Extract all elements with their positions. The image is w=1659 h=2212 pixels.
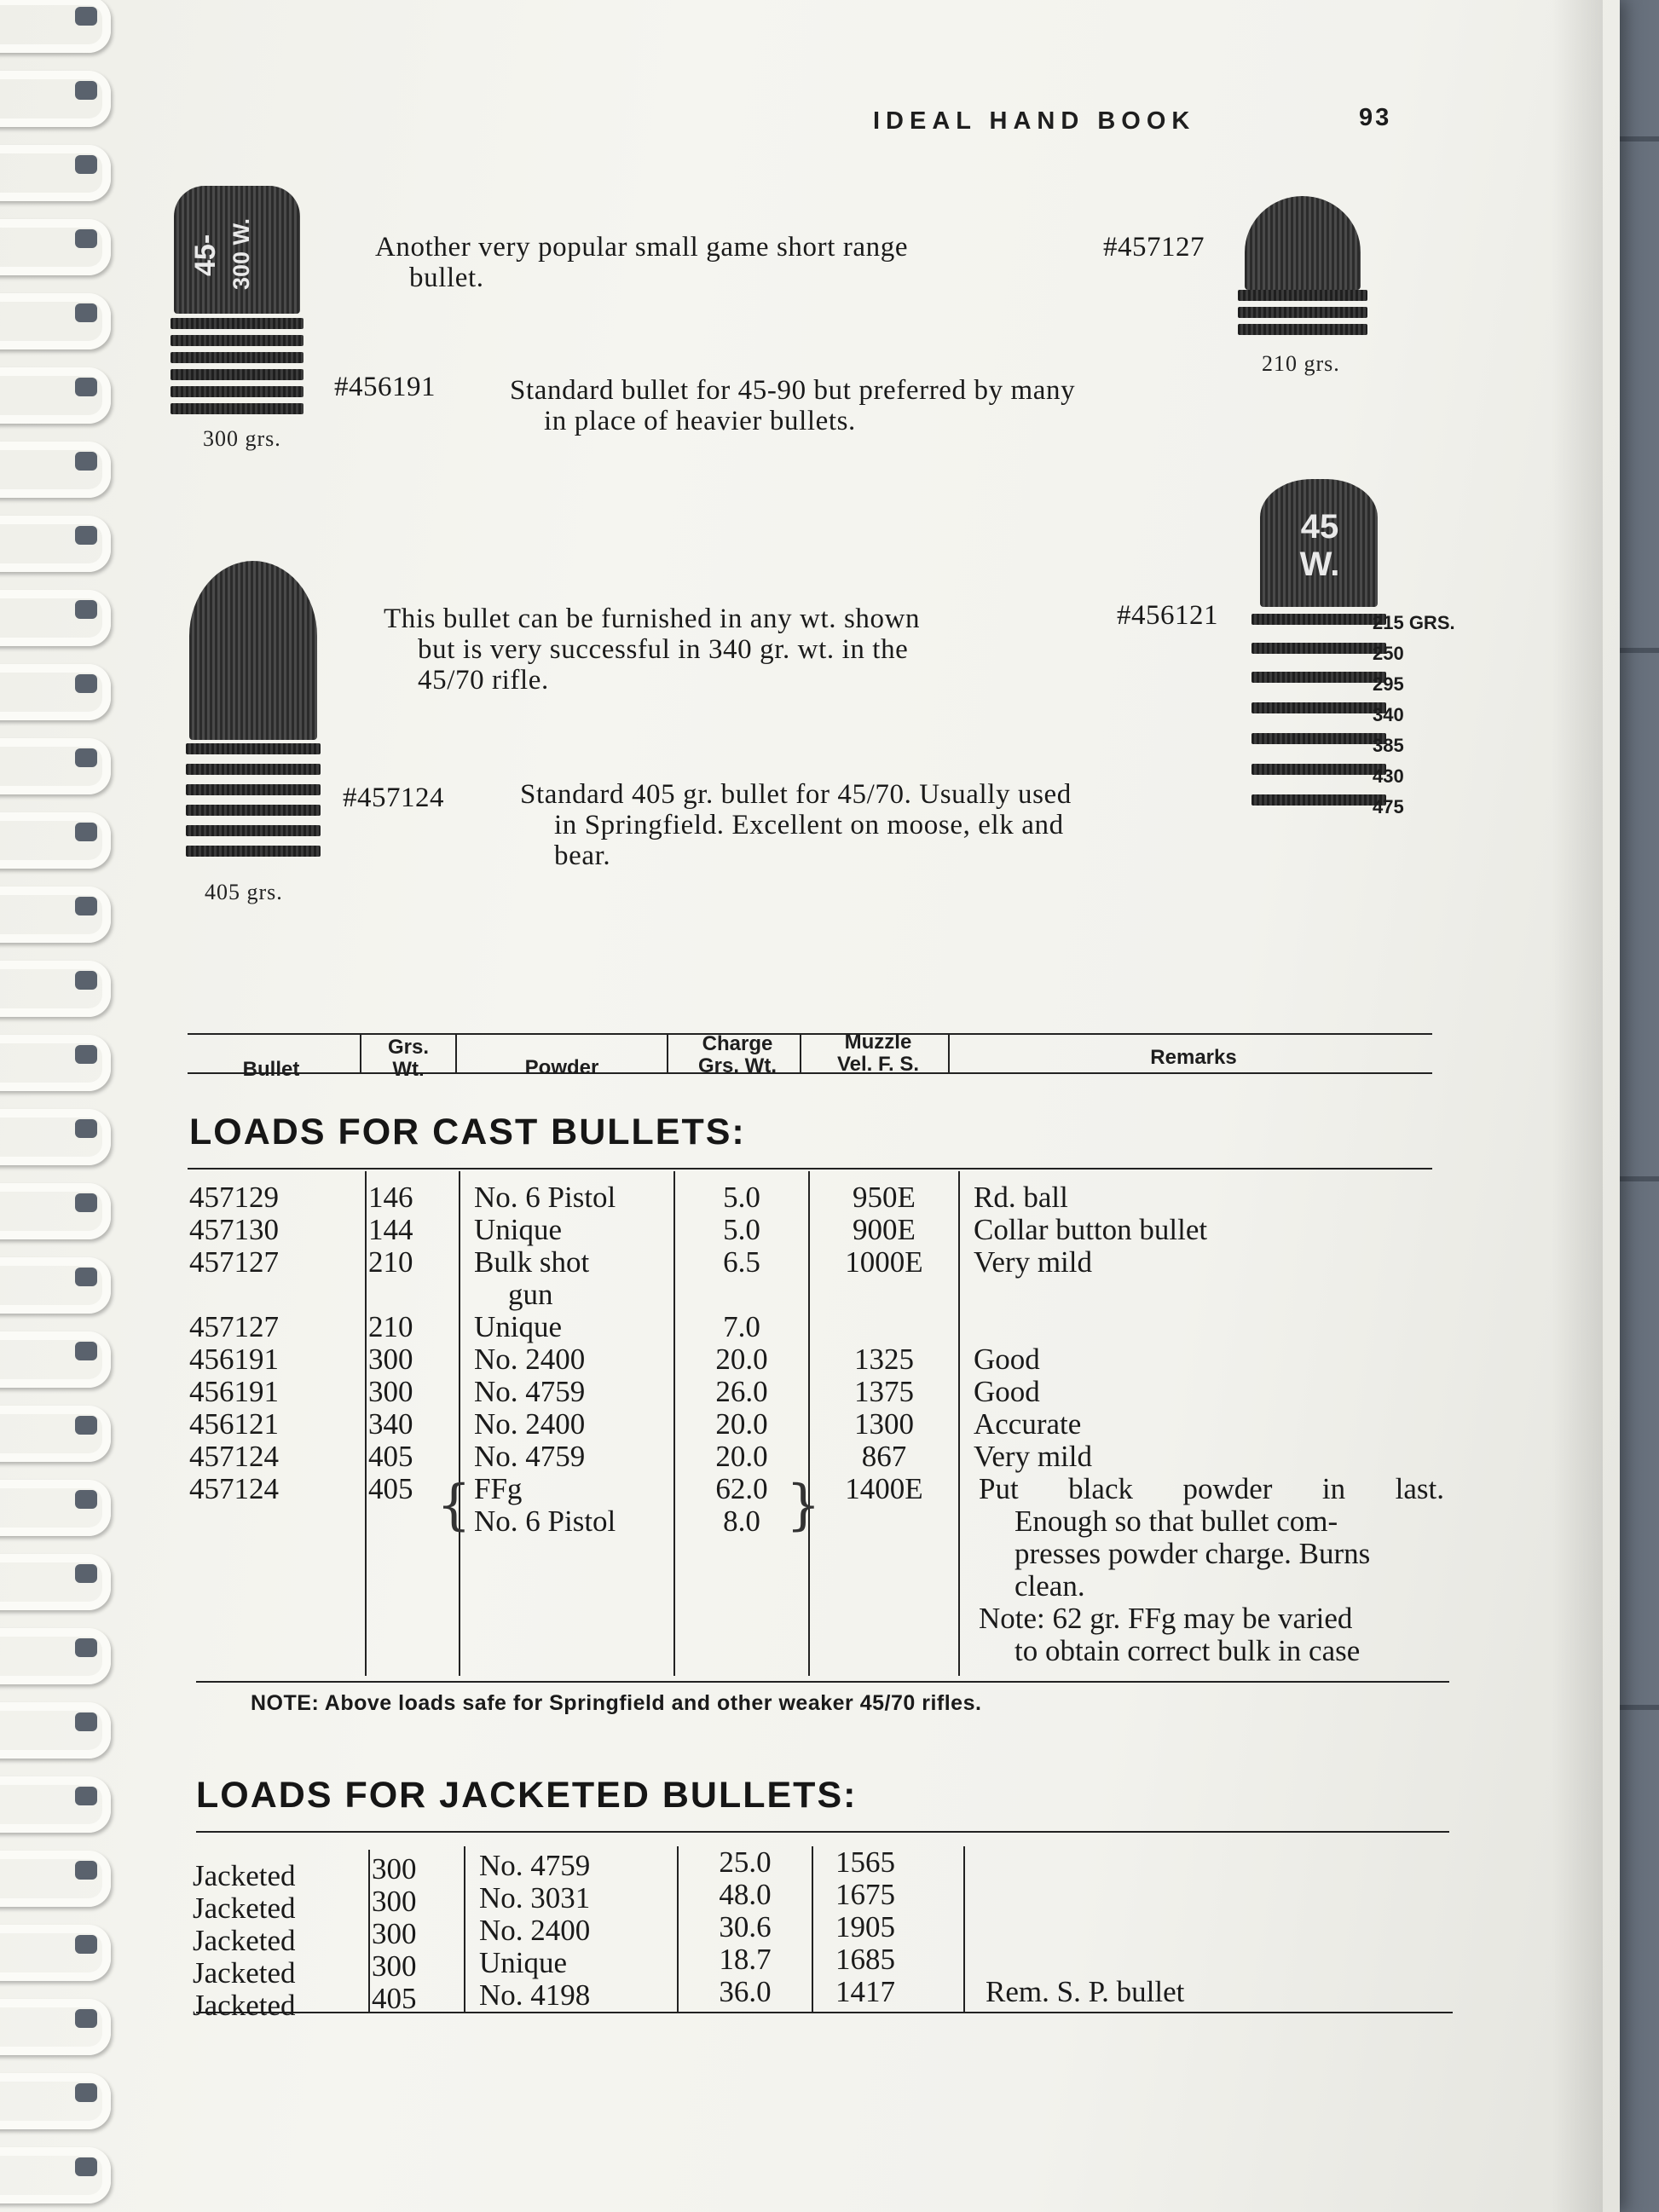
cell-bullet: Jacketed [193, 1956, 296, 1990]
description-line: bear. [554, 840, 611, 871]
binding-ring [0, 214, 109, 263]
binding-ring [0, 1994, 109, 2043]
cell-velocity: 1000E [845, 1245, 923, 1279]
cell-remarks: Rem. S. P. bullet [986, 1975, 1185, 2008]
cell-bullet: 457129 [189, 1181, 279, 1214]
column-header-line: Vel. F. S. [836, 1053, 920, 1076]
cell-remarks: Good [974, 1343, 1040, 1376]
binding-ring [0, 1697, 109, 1747]
bullet-illustration-457124 [189, 561, 317, 869]
bullet-stamp: 45 [1300, 508, 1339, 546]
binding-ring [0, 0, 109, 41]
cell-grs-wt: 146 [368, 1181, 413, 1214]
bullet-description [375, 232, 908, 293]
binding-ring [0, 2068, 109, 2117]
binding-ring [0, 66, 109, 115]
weight-tick: 385 [1373, 735, 1404, 756]
page-number: 93 [1359, 104, 1392, 131]
cell-bullet: 457124 [189, 1472, 279, 1505]
cell-grs-wt: 144 [368, 1213, 413, 1246]
cell-powder: No. 4759 [474, 1440, 586, 1473]
bullet-illustration-456121 [1260, 479, 1378, 820]
binding-ring [0, 1623, 109, 1672]
cell-remarks [979, 1473, 1444, 1667]
remarks-line: to obtain correct bulk in case [1014, 1634, 1361, 1667]
binding-ring [0, 288, 109, 338]
running-header: IDEAL HAND BOOK [873, 107, 1196, 135]
column-divider [455, 1035, 457, 1072]
cell-charge: 5.0 [723, 1213, 760, 1246]
column-header-line: Muzzle [844, 1031, 912, 1054]
weight-tick: 215 GRS. [1373, 612, 1455, 633]
cell-grs-wt: 300 [368, 1343, 413, 1376]
cell-bullet: 457127 [189, 1310, 279, 1343]
cell-charge: 20.0 [715, 1407, 768, 1441]
bullet-id: #457124 [343, 783, 444, 813]
cell-grs-wt: 210 [368, 1310, 413, 1343]
column-header-remarks: Remarks [1150, 1046, 1237, 1069]
column-divider [808, 1171, 810, 1676]
table-rule [196, 1831, 1449, 1833]
cell-grs-wt: 340 [368, 1407, 413, 1441]
cell-charge: 6.5 [723, 1245, 760, 1279]
bullet-id: #457127 [1103, 232, 1205, 263]
cell-charge: 26.0 [715, 1375, 768, 1408]
cell-charge: 5.0 [723, 1181, 760, 1214]
bullet-id: #456121 [1117, 600, 1218, 631]
cell-velocity: 900E [853, 1213, 916, 1246]
column-header-muzzle-velocity [810, 1031, 946, 1076]
binding-ring [0, 140, 109, 189]
column-header-grs-wt [361, 1037, 455, 1081]
bullet-weight-label: 300 grs. [203, 426, 281, 451]
column-divider [667, 1035, 668, 1072]
cell-powder: Bulk shot [474, 1245, 590, 1279]
cell-powder: FFg [474, 1472, 523, 1505]
cell-remarks: Accurate [974, 1407, 1082, 1441]
cell-velocity: 1685 [835, 1943, 895, 1976]
cell-remarks: Very mild [974, 1440, 1093, 1473]
cell-remarks: Very mild [974, 1245, 1093, 1279]
cell-charge: 48.0 [719, 1878, 772, 1911]
cell-velocity: 1325 [854, 1343, 914, 1376]
column-header-bullet: Bullet [242, 1058, 300, 1081]
binding-ring [0, 585, 109, 634]
cell-velocity: 950E [853, 1181, 916, 1214]
cell-powder: No. 4198 [479, 1978, 591, 2012]
cell-velocity: 867 [861, 1440, 907, 1473]
remarks-line: Put black powder in last. [979, 1472, 1444, 1505]
cell-velocity: 1375 [854, 1375, 914, 1408]
cell-grs-wt: 405 [368, 1472, 413, 1505]
description-line: Standard 405 gr. bullet for 45/70. Usually used [520, 779, 1072, 810]
bullet-id: #456191 [334, 372, 436, 402]
cell-bullet: Jacketed [193, 1924, 296, 1957]
description-line: bullet. [409, 263, 484, 293]
cell-bullet: 456191 [189, 1375, 279, 1408]
cell-powder: Unique [479, 1946, 568, 1979]
cell-charge: 18.7 [719, 1943, 772, 1976]
cell-remarks: Collar button bullet [974, 1213, 1208, 1246]
cell-bullet: Jacketed [193, 1891, 296, 1925]
cell-grs-wt: 300 [372, 1852, 417, 1886]
cell-bullet: 456191 [189, 1343, 279, 1376]
column-divider [673, 1171, 675, 1676]
cell-remarks: Good [974, 1375, 1040, 1408]
column-divider [677, 1846, 679, 2013]
description-line: Another very popular small game short range [375, 232, 909, 263]
binding-ring [0, 733, 109, 783]
column-header-line: Grs. [387, 1036, 430, 1059]
bullet-description [384, 604, 920, 696]
table-note: NOTE: Above loads safe for Springfield and other weaker 45/70 rifles. [251, 1691, 982, 1715]
cell-bullet: 456121 [189, 1407, 279, 1441]
bullet-stamp: 300 W. [228, 217, 254, 291]
binding-ring [0, 1549, 109, 1598]
cell-charge: 62.0 [715, 1472, 768, 1505]
column-divider [464, 1846, 465, 2013]
column-divider [368, 1850, 370, 2013]
binding-ring [0, 511, 109, 560]
page-edge-shadow [1552, 0, 1603, 2212]
weight-tick: 430 [1373, 765, 1404, 787]
cell-grs-wt: 210 [368, 1245, 413, 1279]
remarks-line: Note: 62 gr. FFg may be varied [979, 1602, 1353, 1635]
bullet-illustration-457127 [1245, 196, 1361, 341]
binding-ring [0, 659, 109, 708]
bullet-illustration-456191 [174, 186, 300, 418]
description-line: in place of heavier bullets. [544, 406, 856, 436]
remarks-line: Enough so that bullet com- [1014, 1505, 1338, 1538]
section-title-jacketed: LOADS FOR JACKETED BULLETS: [196, 1775, 858, 1816]
binding-ring [0, 1771, 109, 1821]
cell-powder: No. 6 Pistol [474, 1505, 616, 1538]
cell-velocity: 1565 [835, 1845, 895, 1879]
cell-grs-wt: 300 [372, 1949, 417, 1983]
bullet-weight-label: 210 grs. [1262, 351, 1340, 376]
column-divider [459, 1171, 460, 1676]
cell-grs-wt: 405 [368, 1440, 413, 1473]
cell-grs-wt: 405 [372, 1982, 417, 2015]
binding-ring [0, 2142, 109, 2192]
cell-velocity: 1675 [835, 1878, 895, 1911]
column-divider [365, 1171, 367, 1676]
cell-bullet: 457127 [189, 1245, 279, 1279]
table-rule [196, 1681, 1449, 1683]
binding-ring [0, 1845, 109, 1895]
column-header-charge [673, 1033, 801, 1077]
cell-charge: 25.0 [719, 1845, 772, 1879]
cell-grs-wt: 300 [372, 1917, 417, 1950]
column-header-line: Wt. [392, 1058, 425, 1081]
bullet-stamp: 45- [189, 234, 222, 276]
cell-charge: 30.6 [719, 1910, 772, 1943]
column-header-line: Grs. Wt. [697, 1054, 777, 1077]
cell-remarks: Rd. ball [974, 1181, 1068, 1214]
binding-ring [0, 956, 109, 1005]
cell-powder: No. 3031 [479, 1881, 591, 1915]
column-divider [948, 1035, 950, 1072]
cell-bullet: 457124 [189, 1440, 279, 1473]
description-line: 45/70 rifle. [418, 665, 549, 696]
bullet-stamp: W. [1299, 546, 1340, 583]
binding-ring [0, 1326, 109, 1376]
column-header-line: Charge [702, 1032, 773, 1055]
cell-powder: Unique [474, 1310, 563, 1343]
cell-velocity: 1417 [835, 1975, 895, 2008]
cell-powder: Unique [474, 1213, 563, 1246]
column-header-powder: Powder [524, 1056, 599, 1079]
description-line: This bullet can be furnished in any wt. shown [384, 604, 921, 634]
cell-grs-wt: 300 [368, 1375, 413, 1408]
cell-bullet: Jacketed [193, 1859, 296, 1892]
cell-charge: 7.0 [723, 1310, 760, 1343]
weight-tick: 340 [1373, 704, 1404, 725]
cell-powder: No. 2400 [479, 1914, 591, 1947]
cell-powder: gun [508, 1278, 553, 1311]
description-line: Standard bullet for 45-90 but preferred by many [510, 375, 1076, 406]
binding-ring [0, 1920, 109, 1969]
column-divider [963, 1846, 965, 2013]
weight-tick: 250 [1373, 643, 1404, 664]
bullet-weight-label: 405 grs. [205, 880, 283, 904]
spiral-binding [0, 0, 119, 2212]
binding-ring [0, 362, 109, 412]
cell-charge: 20.0 [715, 1343, 768, 1376]
brace-icon: } [786, 1474, 821, 1537]
cell-powder: No. 2400 [474, 1343, 586, 1376]
description-line: in Springfield. Excellent on moose, elk and [554, 810, 1064, 840]
weight-tick: 295 [1373, 673, 1404, 695]
binding-ring [0, 1178, 109, 1227]
cell-grs-wt: 300 [372, 1885, 417, 1918]
cell-powder: No. 2400 [474, 1407, 586, 1441]
column-divider [958, 1171, 960, 1676]
cell-powder: No. 6 Pistol [474, 1181, 616, 1214]
binding-ring [0, 436, 109, 486]
remarks-line: clean. [1014, 1569, 1085, 1603]
binding-ring [0, 881, 109, 931]
cell-velocity: 1300 [854, 1407, 914, 1441]
weight-tick: 475 [1373, 796, 1404, 817]
section-title-cast: LOADS FOR CAST BULLETS: [189, 1112, 746, 1152]
cell-charge: 8.0 [723, 1505, 760, 1538]
cell-powder: No. 4759 [474, 1375, 586, 1408]
cell-powder: No. 4759 [479, 1849, 591, 1882]
cell-bullet: 457130 [189, 1213, 279, 1246]
cell-charge: 36.0 [719, 1975, 772, 2008]
table-rule [188, 1168, 1432, 1170]
bullet-description [510, 375, 1075, 436]
cell-velocity: 1905 [835, 1910, 895, 1943]
description-line: but is very successful in 340 gr. wt. in the [418, 634, 909, 665]
binding-ring [0, 1104, 109, 1153]
cell-bullet: Jacketed [193, 1989, 296, 2022]
remarks-line: presses powder charge. Burns [1014, 1537, 1371, 1570]
binding-ring [0, 1252, 109, 1302]
binding-ring [0, 1475, 109, 1524]
binding-ring [0, 807, 109, 857]
binding-ring [0, 1030, 109, 1079]
cell-charge: 20.0 [715, 1440, 768, 1473]
brace-icon: { [436, 1474, 471, 1537]
bullet-description [520, 779, 1072, 871]
binding-ring [0, 1401, 109, 1450]
cell-velocity: 1400E [845, 1472, 923, 1505]
